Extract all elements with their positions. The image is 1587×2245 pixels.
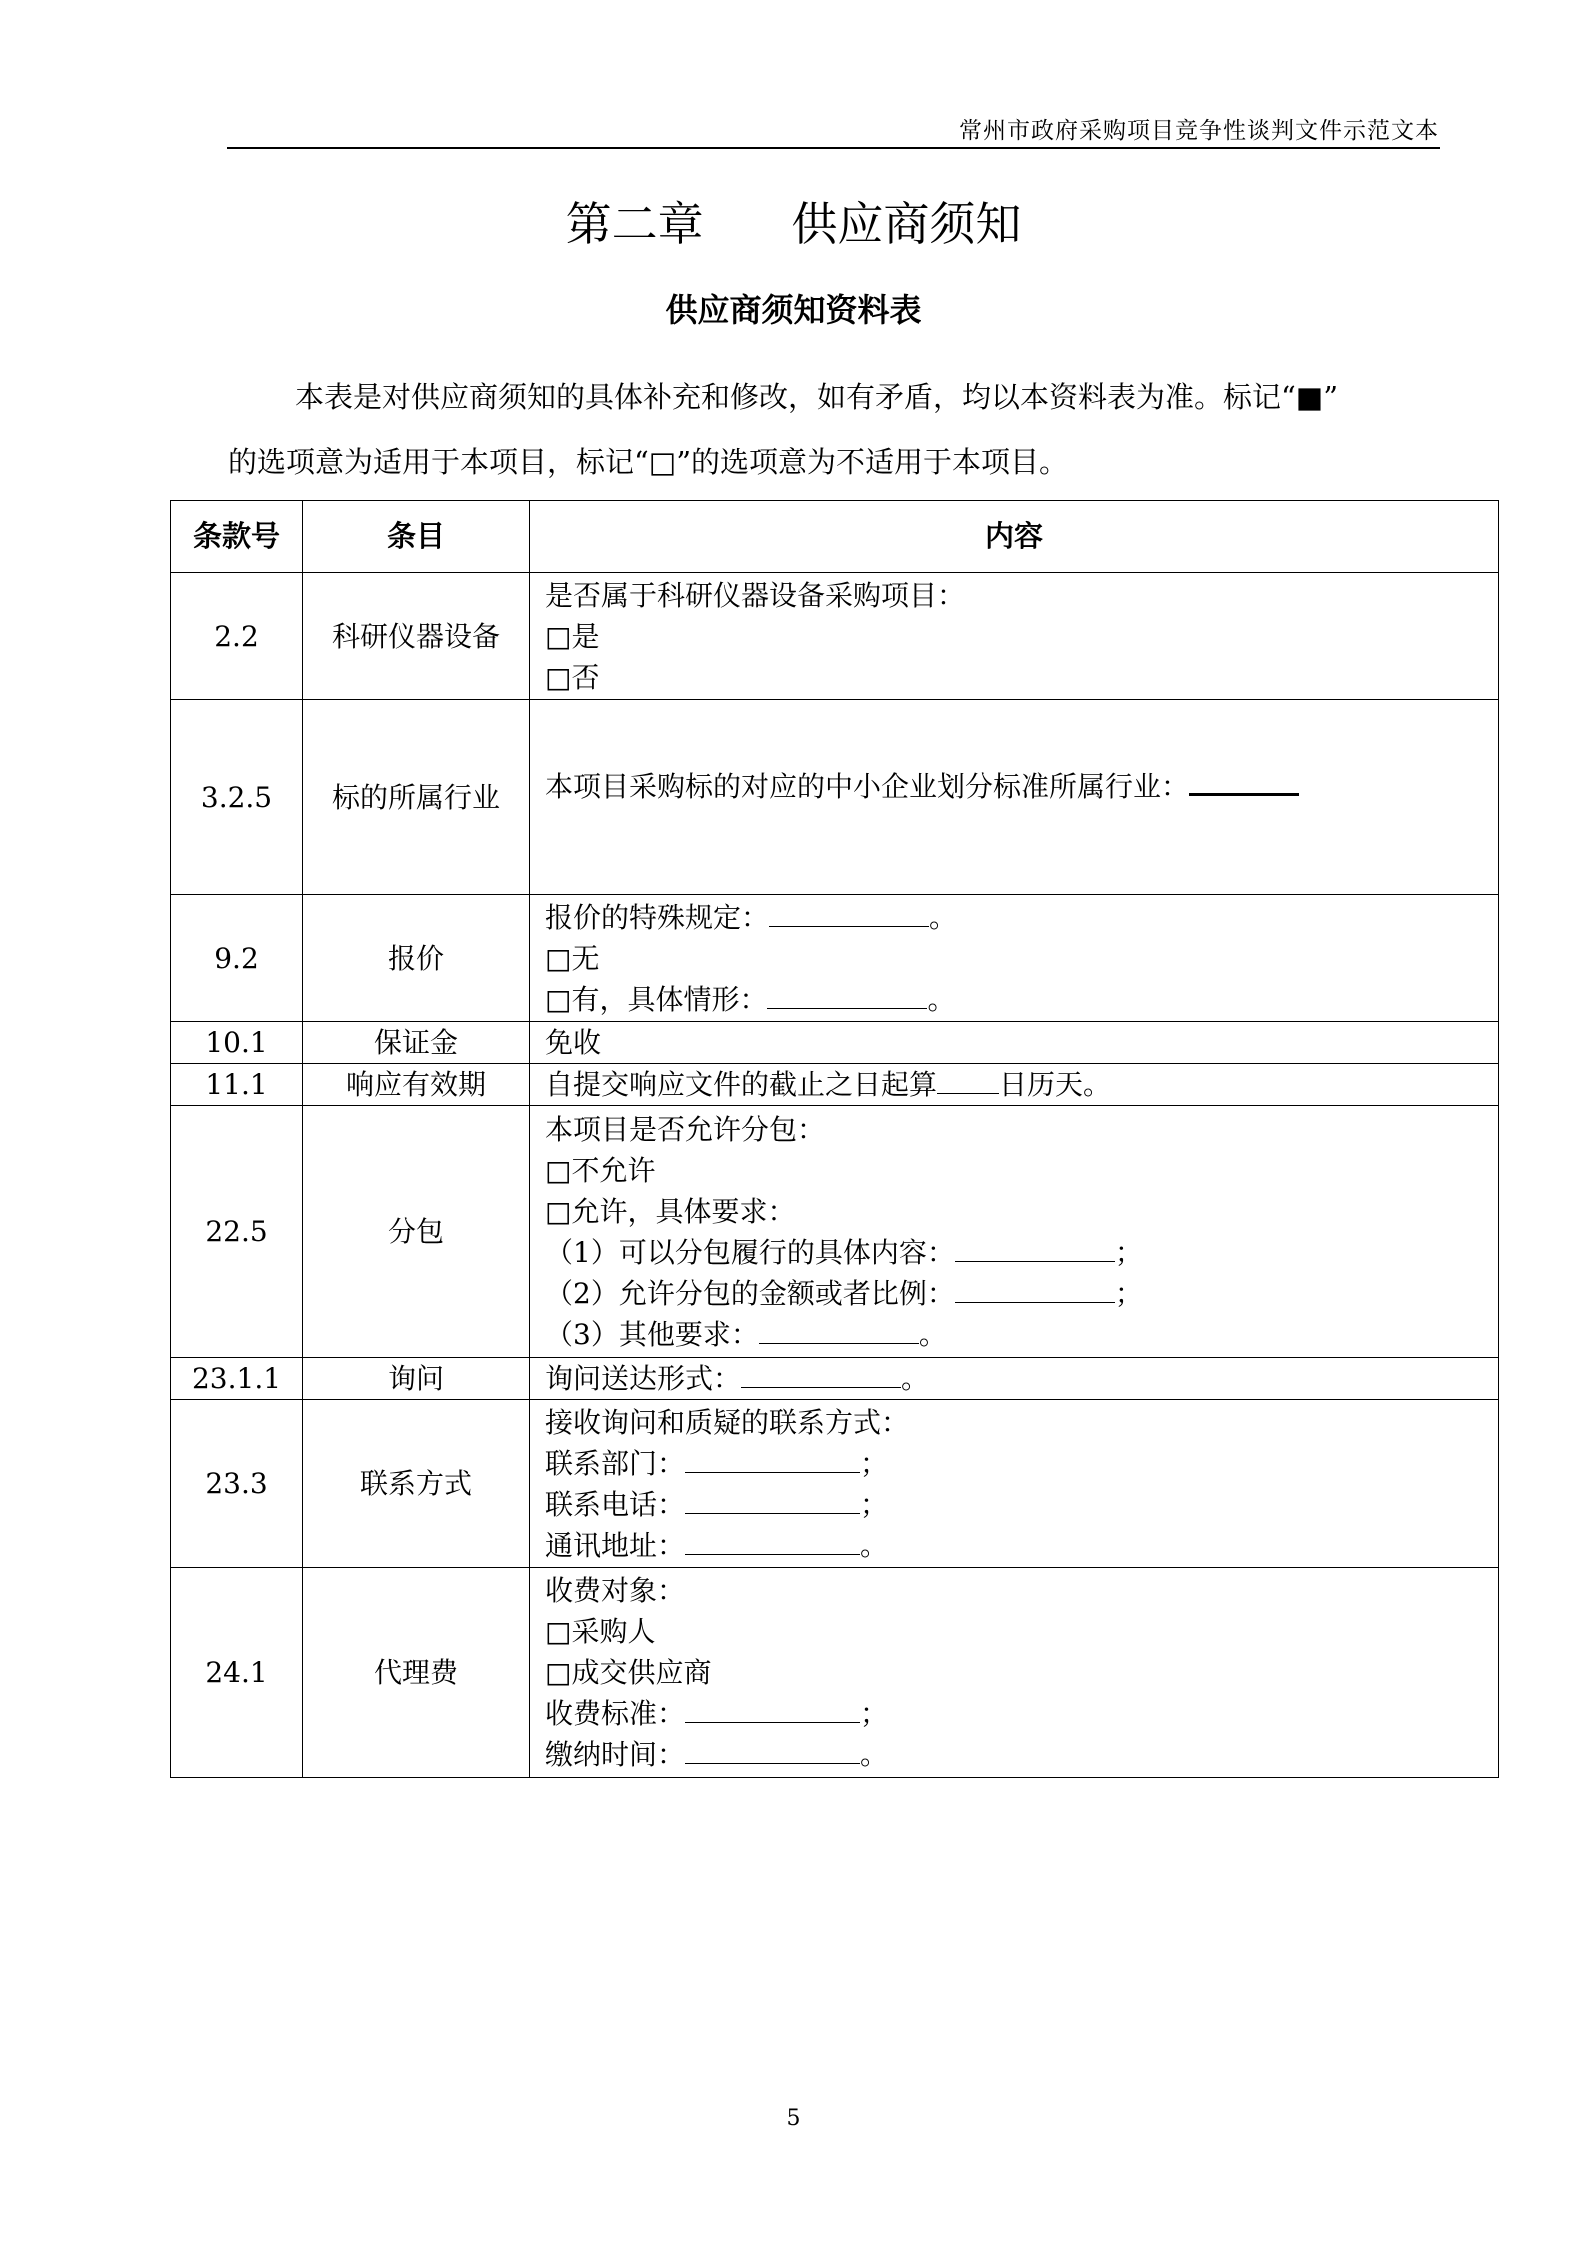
table-row [171, 1358, 1499, 1400]
fill-in-blank [1189, 767, 1299, 796]
header-clause-number: 条款号 [171, 501, 303, 573]
clause-item: 联系方式 [303, 1400, 530, 1568]
content-line: 联系电话： ； [545, 1487, 889, 1521]
clause-number: 22.5 [171, 1106, 303, 1358]
clause-number: 11.1 [171, 1064, 303, 1106]
option-checkbox: □允许，具体要求： [545, 1194, 796, 1228]
content-line: （3）其他要求： 。 [545, 1317, 947, 1351]
fill-in-blank [685, 1446, 860, 1473]
option-checkbox: □否 [545, 660, 600, 694]
header-item: 条目 [303, 501, 530, 573]
fill-in-blank [769, 900, 929, 927]
clause-item: 保证金 [303, 1022, 530, 1064]
clause-number: 23.1.1 [171, 1358, 303, 1400]
chapter-title: 第二章 供应商须知 [565, 197, 1022, 251]
clause-number: 23.3 [171, 1400, 303, 1568]
fill-in-blank [955, 1235, 1115, 1262]
table-row [171, 700, 1499, 895]
content-line: （1）可以分包履行的具体内容： ； [545, 1235, 1143, 1269]
content-line: 通讯地址： 。 [545, 1528, 889, 1562]
clause-content [530, 700, 1499, 895]
fill-in-blank [767, 982, 927, 1009]
clause-number: 2.2 [171, 573, 303, 700]
clause-content [530, 895, 1499, 1022]
clause-item: 分包 [303, 1106, 530, 1358]
content-line: 免收 [545, 1026, 602, 1059]
page-number: 5 [786, 2106, 801, 2131]
clause-item: 响应有效期 [303, 1064, 530, 1106]
clause-item: 询问 [303, 1358, 530, 1400]
header-rule [227, 147, 1440, 149]
table-header-row [171, 501, 1499, 573]
clause-item: 代理费 [303, 1568, 530, 1778]
clause-item: 科研仪器设备 [303, 573, 530, 700]
header-content: 内容 [530, 501, 1499, 573]
clause-number: 24.1 [171, 1568, 303, 1778]
content-line: 本项目是否允许分包： [545, 1112, 826, 1146]
fill-in-blank [685, 1528, 860, 1555]
clause-item: 标的所属行业 [303, 700, 530, 895]
running-header: 常州市政府采购项目竞争性谈判文件示范文本 [959, 118, 1439, 144]
option-checkbox: □成交供应商 [545, 1656, 712, 1689]
content-line: 收费对象： [545, 1574, 686, 1607]
fill-in-blank [685, 1696, 860, 1723]
option-checkbox: □无 [545, 941, 600, 975]
content-line: 本项目采购标的对应的中小企业划分标准所属行业： [545, 766, 1498, 807]
table-row [171, 1400, 1499, 1568]
table-row [171, 1064, 1499, 1106]
clause-content [530, 1568, 1499, 1778]
option-checkbox: □有，具体情形： 。 [545, 982, 956, 1016]
fill-in-blank [741, 1361, 901, 1388]
content-line: 接收询问和质疑的联系方式： [545, 1405, 910, 1439]
fill-in-blank [685, 1737, 860, 1764]
option-checkbox: □是 [545, 619, 600, 653]
fill-in-blank [759, 1317, 919, 1344]
clause-number: 9.2 [171, 895, 303, 1022]
fill-in-blank [955, 1276, 1115, 1303]
table-row [171, 1022, 1499, 1064]
table-title: 供应商须知资料表 [665, 291, 922, 329]
clause-content [530, 1358, 1499, 1400]
content-line: 联系部门： ； [545, 1446, 889, 1480]
option-checkbox: □不允许 [545, 1153, 656, 1187]
fill-in-blank [685, 1487, 860, 1514]
table-row [171, 1106, 1499, 1358]
intro-line-2: 的选项意为适用于本项目，标记“□”的选项意为不适用于本项目。 [228, 445, 1069, 479]
content-line: 是否属于科研仪器设备采购项目： [545, 578, 966, 612]
content-line: 收费标准： ； [545, 1697, 889, 1730]
content-line: 缴纳时间： 。 [545, 1738, 889, 1771]
clause-content [530, 1106, 1499, 1358]
table-row [171, 895, 1499, 1022]
clause-number: 10.1 [171, 1022, 303, 1064]
clause-content [530, 1022, 1499, 1064]
intro-line-1: 本表是对供应商须知的具体补充和修改，如有矛盾，均以本资料表为准。标记“■” [295, 380, 1339, 414]
clause-content [530, 1064, 1499, 1106]
clause-item: 报价 [303, 895, 530, 1022]
content-line: （2）允许分包的金额或者比例： ； [545, 1276, 1143, 1310]
clause-number: 3.2.5 [171, 700, 303, 895]
content-line: 报价的特殊规定： 。 [545, 900, 958, 934]
clause-content [530, 573, 1499, 700]
fill-in-blank [937, 1067, 999, 1094]
table-row [171, 1568, 1499, 1778]
content-line: 询问送达形式： 。 [545, 1362, 930, 1395]
clause-content [530, 1400, 1499, 1568]
table-row [171, 573, 1499, 700]
option-checkbox: □采购人 [545, 1615, 656, 1648]
content-line: 自提交响应文件的截止之日起算 日历天。 [545, 1068, 1112, 1101]
supplier-info-table [170, 500, 1499, 1778]
